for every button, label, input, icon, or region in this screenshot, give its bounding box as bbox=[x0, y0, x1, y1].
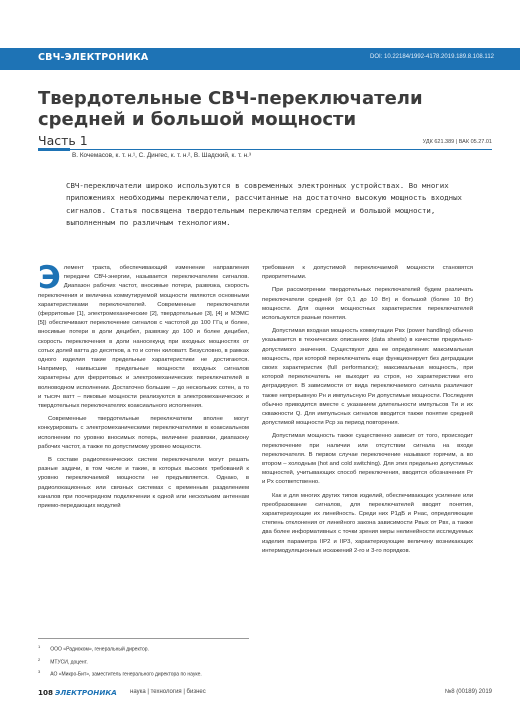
body-column-left bbox=[38, 260, 249, 511]
footnote-text: ООО «Радиоком», генеральный директор. bbox=[50, 646, 149, 653]
body-column-right bbox=[262, 264, 473, 556]
article-abstract: СВЧ-переключатели широко используются в современных электронных устройствах. Во многих приложениях необходимы переключатели, рассчитанные на достаточно высокую мощность входных сигналов. Статья посвящена твердотельным переключателям средней и большой мощности, выполненным по различным технологиям. bbox=[66, 181, 463, 228]
body-paragraph: Допустимая мощность также существенно зависит от того, происходит переключение при наличии или отсутствии сигнала на входе переключателя. В первом случае переключение называют горячим, а во втором – холодным (hot and cold switching). Для этих предельно допустимых мощностей, учитывающих способ переключения, вводятся обозначения Pг и Pх соответственно. bbox=[262, 433, 473, 486]
section-rubric: СВЧ-ЭЛЕКТРОНИКА bbox=[38, 52, 149, 63]
body-paragraph: Современные твердотельные переключатели вполне могут конкурировать с электромеханическими переключателями в коаксиальном исполнении по уровню вносимых потерь, величине развязки, диапазону рабочих частот, а также по допустимому уровню мощности. bbox=[38, 416, 249, 450]
drop-cap: Э bbox=[38, 260, 61, 296]
footnote-number: 2 bbox=[38, 656, 41, 662]
body-paragraph: требования к допустимой переключаемой мощности становятся приоритетными. bbox=[262, 265, 473, 281]
body-paragraph: В составе радиотехнических систем переключатели могут решать разные задачи, в том числе и такие, в которых высоких требований к уровню переключаемой мощности не предъявляется. Однако, в радиолокационных или связных системах с временным разделением каналов при поочередном подключении к одной или нескольким антеннам приемо-передающих модулей bbox=[38, 457, 249, 510]
page-footer bbox=[38, 688, 492, 702]
issue-number: №8 (00189) 2019 bbox=[444, 689, 492, 695]
journal-subtitle: наука | технология | бизнес bbox=[130, 689, 206, 695]
udk-code: УДК 621.389 | ВАК 05.27.01 bbox=[422, 139, 492, 145]
author-footnotes bbox=[38, 638, 249, 680]
footnote-text: МТУСИ, доцент. bbox=[50, 659, 88, 666]
footnote-number: 1 bbox=[38, 644, 41, 649]
footnote bbox=[38, 667, 249, 680]
authors-divider-accent bbox=[38, 148, 70, 151]
page-number: 108 bbox=[38, 688, 54, 697]
journal-brand: ЭЛЕКТРОНИКА bbox=[55, 688, 117, 697]
authors-divider bbox=[38, 149, 492, 150]
doi-label[interactable]: DOI: 10.22184/1992-4178.2019.189.8.108.112 bbox=[370, 54, 494, 60]
body-paragraph: Как и для многих других типов изделий, обеспечивающих усиление или преобразование сигналов, для переключателей вводят понятия, характеризующие их линейность. Среди них P1дБ и Pнас, определяющие степень отклонения от линейного закона зависимости Pвых от Pвх, а также два более информативных с точки зрения меры нелинейности исследуемых изделия параметра IIP2 и IIP3, характеризующие величину возникающих интермодуляционных искажений 2-го и 3-го порядков. bbox=[262, 492, 473, 554]
footnote-text: АО «Микро-Бит», заместитель генерального директора по науке. bbox=[50, 671, 202, 678]
footnote bbox=[38, 642, 249, 655]
body-paragraph: При рассмотрении твердотельных переключателей будем различать переключатели средней (от 0,1 до 10 Вт) и большой (более 10 Вт) мощности. Для оценки мощностных характеристик переключателей используются разные понятия. bbox=[262, 287, 473, 322]
article-title: Твердотельные СВЧ-переключатели средней и большой мощности bbox=[38, 88, 423, 130]
body-paragraph: лемент тракта, обеспечивающий изменение направления передачи СВЧ-энергии, называется переключателем сигналов. Диапазон рабочих частот, вносимые потери, развязка, скорость переключения и величина коммутируемой мощности являются основными характеристиками переключателей. Современные переключатели (ферритовые [1], электромеханические [2], твердотельные [3], [4] и МЭМС [5]) обеспечивают переключение сигналов с частотой до 100 ГГц и более, вносимые потери в доли децибел, развязку до 100 и более децибел, скорость переключения в доли наносекунд при входных мощностях от сотых долей ватта до десятков, а то и сотен киловатт. Безусловно, в рамках одного изделия такие предельные характеристики не достигаются. Например, наивысшие предельные мощности входных сигналов характерны для ферритовых и электромеханических переключателей в волноводном исполнении. Достаточно большие – до нескольких сотен, а то и тысяч ватт – пиковые мощности реализуются в электромеханических и твердотельных переключателях коаксиального исполнения. bbox=[38, 265, 249, 410]
article-part: Часть 1 bbox=[38, 133, 88, 148]
body-paragraph: Допустимая входная мощность коммутации Pвх (power handling) обычно указывается в технических описаниях (data sheets) в качестве предельно-допустимого значения. Существуют два ее определения: максимальная мощность, при которой переключатель еще функционирует без деградации своих характеристик (full performance); максимальная мощность, при которой переключатель не выходит из строя, но характеристики его деградируют. В зависимости от вида переключаемого сигнала различают также непрерывную Pн и импульсную Pи допустимые мощности. Последняя обычно приводится вместе с указанием длительности импульсов Tи и их скважности Q. Для импульсных сигналов вводится также понятие средней допустимой мощности Pср за период повторения. bbox=[262, 328, 473, 427]
footnote bbox=[38, 655, 249, 668]
footnote-number: 3 bbox=[38, 669, 41, 675]
authors-line: В. Кочемасов, к. т. н.¹, С. Дингес, к. т. н.², В. Шадский, к. т. н.³ bbox=[72, 152, 252, 159]
section-header-bar bbox=[0, 48, 520, 70]
